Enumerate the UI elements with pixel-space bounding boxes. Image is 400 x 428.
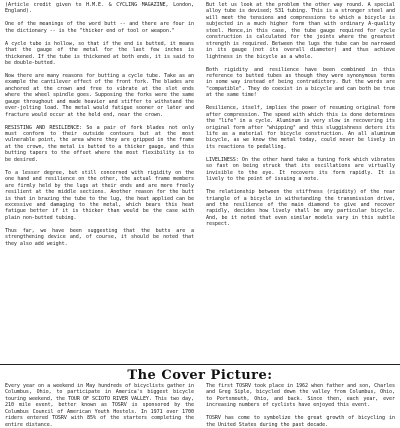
article-paragraph: LIVELINESS: On the other hand take a tuning fork which vibrates so fast on being struck that its oscillations are virtually invisible to the eye. It recovers its form rapidly. It is lively to the point of issuing a note. — [206, 156, 395, 183]
article-paragraph: Both rigidity and resilience have been combined in this reference to butted tubes as though they were synonymous terms in some way instead of being contradictory. But the words are "compatible". They do coexist in a bicycle and can both be true at the same time! — [206, 66, 395, 99]
article-paragraph: A cycle tube is hollow, so that if the end is butted, it means that the gauge of the metal for the last few inches is thickened. If the tube is thickened at both ends, it is said to be double-butted. — [5, 40, 194, 67]
article-paragraph: Now there are many reasons for butting a cycle tube. Take as an example the cantilever effect of the front fork. The blades are anchored at the crown and free to vibrate at the slot ends where the wheel spindle goes. Supposing the forks were the same gauge throughout and made heavier and stiffer to withstand the ever-jolting load. The metal would fatigue sooner or later and fracture would occur at the held end, near the crown. — [5, 72, 194, 118]
article-left-column — [5, 2, 194, 247]
article-paragraph: The relationship between the stiffness (rigidity) of the rear triangle of a bicycle in withstanding the transmission drive, and the resilience of the main diamond to give and recover rapidly, decides how lively shall be any particular bicycle. And, be it noted that even similar models vary in this subtle respect. — [206, 189, 395, 228]
section-divider — [0, 364, 400, 365]
article-paragraph: Resilience, itself, implies the power of resuming original form after compression. The speed with which this is done determines the "life" in a cycle. Aluminum is very slow in recovering its original form after "whipping" and this sluggishness deters its life as a material for bicycle construction. An all aluminum bicycle, as we know the metal today, could never be lively in its reactions to pedalling. — [206, 105, 395, 150]
article-paragraph: But let us look at the problem the other way round. A special alloy tube is devised; 531 tubing. This is a stronger steel and will meet the tensions and compressions to which a bicycle is subjected in a much higher form than with ordinary A-quality steel. Hence,in this case, the tube gauge required for cycle construction is calculated for the joints where the greatest strength is required. Between the lugs the tube can be narrowed in its gauge (not its overall diameter) and thus achieve lightness in the bicycle as a whole. — [206, 2, 395, 60]
article-paragraph: To a lesser degree, but still concerned with rigidity on the one hand and resilience on the other, the actual frame members are firmly held by the lugs at their ends and are more freely resilient at the middle sections. Another reason for the butt is that in brazing the tube to the lug, the heat applied can be excessive and damaging to the metal, which bears this heat fatigue better if it is thicker than would be the case with plain non-butted tubing. — [5, 169, 194, 221]
cover-paragraph: TOSRV has come to symbolize the great growth of bicycling in the United States during the past decade. — [206, 415, 395, 428]
cover-picture-heading: The Cover Picture: — [127, 368, 273, 383]
article-right-column — [206, 2, 395, 228]
cover-right-column — [206, 383, 395, 428]
cover-paragraph: Every year on a weekend in May hundreds of bicyclists gather in Columbus, Ohio, to participate in America's biggest bicycle touring weekend, the TOUR OF SCIOTO RIVER VALLEY. This two day, 210 mile event, better known as TOSRV is sponsored by the Columbus Council of American Youth Hostels. In 1971 over 1700 riders entered TOSRV with 85% of the starters completing the entire distance. — [5, 383, 194, 428]
cover-paragraph: The first TOSRV took place in 1962 when father and son, Charles and Greg Siple, bicycled down the valley from Columbus, Ohio, to Portsmouth, Ohio, and back. Since then, each year, ever increasing numbers of cyclists have enjoyed this event. — [206, 383, 395, 409]
article-paragraph: One of the meanings of the word butt -- and there are four in the dictionary -- is the "thicker end of tool or weapon." — [5, 21, 194, 34]
article-paragraph: RESISTING AND RESILIENCE: So a pair of fork blades not only must conform to their outside contours but at the most vulnerable point, the area where they are gripped in the frame at the crown, the metal is butted to a thicker gauge, and this butting tapers to the offset where the most flexibility is to be desired. — [5, 124, 194, 163]
article-credit: (Article credit given to H.M.E. & CYCLING MAGAZINE, London, England). — [5, 2, 194, 15]
cover-left-column — [5, 383, 194, 428]
article-paragraph: Thus far, we have been suggesting that the butts are a strengthening device and, of course, it should be noted that they also add weight. — [5, 227, 194, 247]
